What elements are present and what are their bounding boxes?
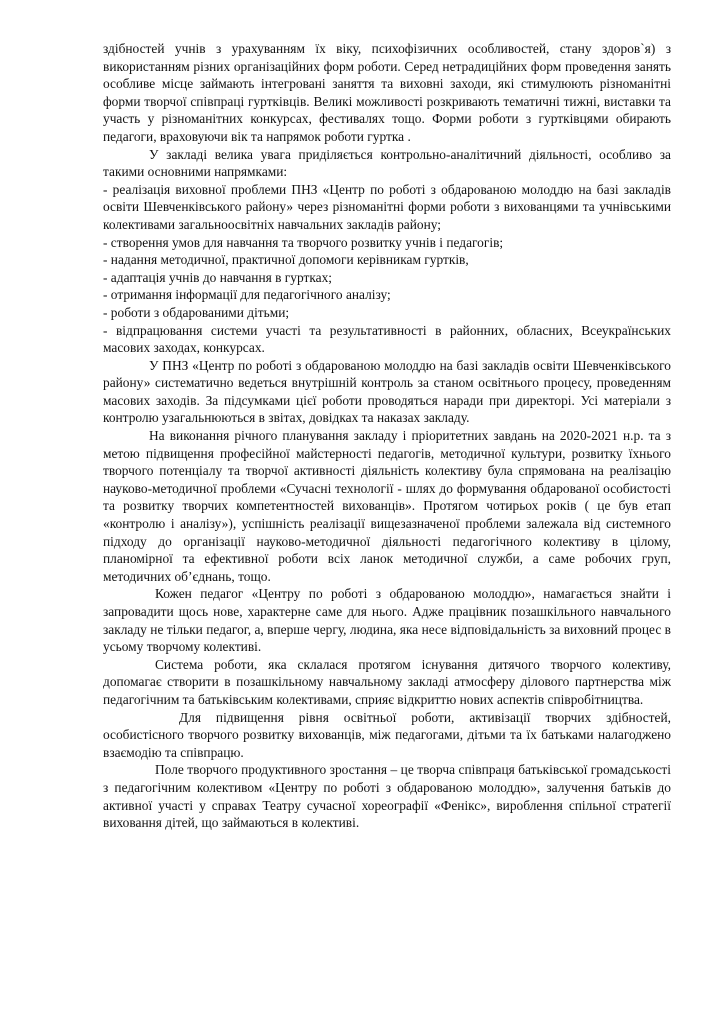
paragraph-continuation: здібностей учнів з урахуванням їх віку, психофізичних особливостей, стану здоров`я) з використанням різних організаційних форм роботи. Серед нетрадиційних форм проведення занять особливе місце займають інтегровані заняття та виховні заходи, які стимулюють різноманітні форми творчої співпраці гуртківців. Великі можливості розкривають тематичні тижні, виставки та участь у різноманітних конкурсах, фестивалях тощо. Форми роботи з гуртківцями обирають педагоги, враховуючи вік та напрямок роботи гуртка .: [103, 41, 671, 144]
document-page: [103, 40, 671, 832]
list-item: - адаптація учнів до навчання в гуртках;: [103, 269, 333, 285]
paragraph-internal-control: У ПНЗ «Центр по роботі з обдарованою молоддю на базі закладів освіти Шевченківського району» систематично ведеться внутрішній контроль за станом освітнього процесу, проведенням масових заходів. За підсумками цієї роботи проводяться наради при директорі. Усі матеріали з контролю узагальнюються в звітах, довідках та наказах закладу.: [103, 357, 671, 426]
list-item: - роботи з обдарованими дітьми;: [103, 304, 290, 320]
paragraph-parents: Поле творчого продуктивного зростання – це творча співпраця батьківської громадськості з педагогічним колективом «Центру по роботі з обдарованою молоддю», залучення батьків до активної участі у справах Театру сучасної хореографії «Фенікс», вироблення спільної стратегії виховання дітей, що займаються в колективі.: [103, 762, 671, 831]
paragraph-system: Система роботи, яка склалася протягом існування дитячого творчого колективу, допомагає створити в позашкільному навчальному закладі атмосферу ділового партнерства між педагогічним та батьківським колективами, сприяє відкриттю нових аспектів співробітництва.: [103, 656, 671, 707]
paragraph-annual-plan: На виконання річного планування закладу і пріоритетних завдань на 2020-2021 н.р. та з метою підвищення професійної майстерності педагогів, методичної культури, розвитку їхнього творчого потенціалу та творчої активності діяльність колективу була спрямована на реалізацію науково-методичної проблеми «Сучасні технології - шлях до формування обдарованої особистості та розвитку творчих компетентностей вихованців». Протягом чотирьох років ( це був етап «контролю і аналізу»), успішність реалізації вищезазначеної проблеми залежала від системного підходу до організації науково-методичної діяльності педагогічного колективу в цілому, планомірної та ефективної роботи всіх ланок методичної служби, а саме робочих груп, методичних об’єднань, тощо.: [103, 428, 671, 584]
list-item: - реалізація виховної проблеми ПНЗ «Центр по роботі з обдарованою молоддю на базі закладів освіти Шевченківського району» через різноманітні форми роботи з вихованцями та учнівськими колективами загальноосвітніх навчальних закладів району;: [103, 181, 671, 232]
paragraph-control-intro: У закладі велика увага приділяється контрольно-аналітичний діяльності, особливо за такими основними напрямками:: [103, 146, 671, 180]
list-item: - надання методичної, практичної допомоги керівникам гуртків,: [103, 252, 469, 268]
list-item: - відпрацювання системи участі та результативності в районних, обласних, Всеукраїнських масових заходах, конкурсах.: [103, 322, 671, 356]
paragraph-interaction: Для підвищення рівня освітньої роботи, активізації творчих здібностей, особистісного творчого розвитку вихованців, між педагогами, дітьми та їх батьками налагоджено взаємодію та співпрацю.: [103, 709, 671, 760]
list-item: - створення умов для навчання та творчого розвитку учнів і педагогів;: [103, 234, 504, 250]
paragraph-teacher: Кожен педагог «Центру по роботі з обдарованою молоддю», намагається знайти і запровадити щось нове, характерне саме для нього. Адже працівник позашкільного навчального закладу не тільки педагог, а, вперше чергу, людина, яка несе відповідальність за виховний процес в усьому творчому колективі.: [103, 586, 671, 655]
list-item: - отримання інформації для педагогічного аналізу;: [103, 287, 391, 303]
